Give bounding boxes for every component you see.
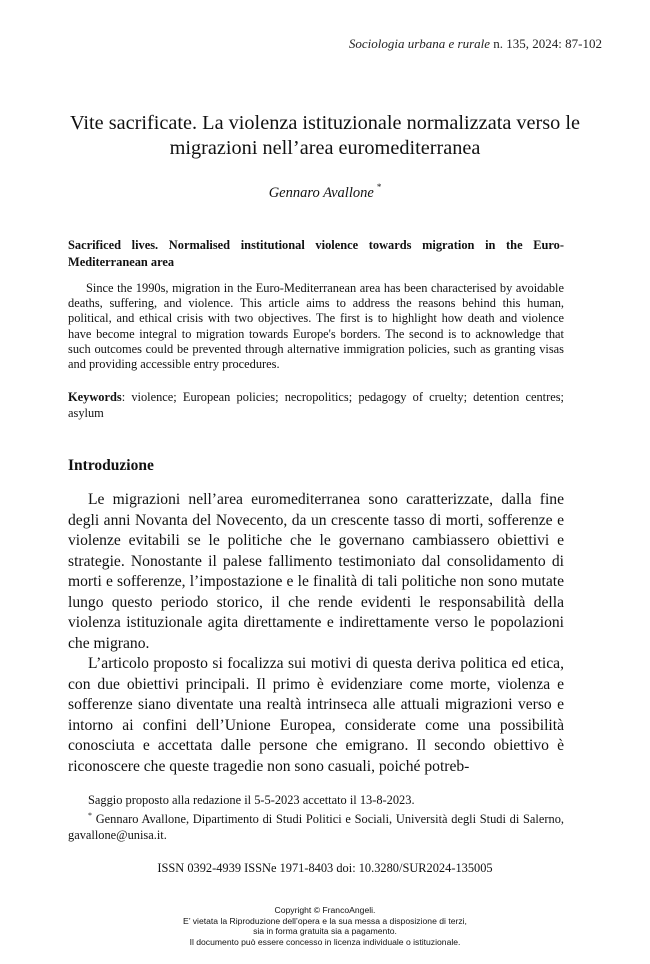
copyright-notice [0,905,650,947]
article-title: Vite sacrificate. La violenza istituzionale normalizzata verso le migrazioni nell’area euromediterranea [69,112,581,159]
author-footnote-mark[interactable]: * [376,182,382,192]
keywords-label: Keywords [68,390,122,404]
footnote-affiliation [68,808,564,843]
section-heading: Introduzione [68,457,154,474]
author-name: Gennaro Avallone [268,185,374,201]
body-paragraph: L’articolo proposto si focalizza sui motivi di questa deriva politica ed etica, con due obiettivi principali. Il primo è evidenziare come morte, violenza e sofferenze siano diventate una realtà intrinseca alle attuali migrazioni verso e intorno ai confini dell’Unione Europea, considerate come una possibilità conosciuta e accettata dalle persone che emigrano. Il secondo obiettivo è riconoscere che queste tragedie non sono casuali, poiché potreb- [68,655,564,775]
footnote-submission: Saggio proposto alla redazione il 5-5-2023 accettato il 13-8-2023. [88,793,415,807]
body-text [68,490,564,777]
author-line [0,182,650,202]
running-head [349,36,602,52]
copyright-line: Copyright © FrancoAngeli. [274,905,376,915]
copyright-line: Il documento può essere concesso in licenza individuale o istituzionale. [189,936,461,947]
keywords [68,390,564,421]
body-paragraph: Le migrazioni nell’area euromediterranea sono caratterizzate, dalla fine degli anni Novanta del Novecento, da un crescente tasso di morti, sofferenze e violenze evitabili se le politiche che le governano cambiassero obiettivi e strategie. Nonostante il palese fallimento testimoniato dal consolidamento di morti e sofferenze, l’impostazione e le finalità di tali politiche non sono mutate lungo questo periodo storico, il che rende evidenti le responsabilità della violenza istituzionale agita direttamente e indirettamente verso le popolazioni che migrano. [68,491,564,652]
footnotes [68,792,564,844]
footnote-affiliation-text: Gennaro Avallone, Dipartimento di Studi Politici e Sociali, Università degli Studi di Salerno, gavallone@unisa.it. [68,812,564,843]
journal-name: Sociologia urbana e rurale [348,36,491,51]
footnote-mark: * [88,811,92,821]
keywords-list: : violence; European policies; necropolitics; pedagogy of cruelty; detention centres; asylum [68,390,564,420]
abstract: Since the 1990s, migration in the Euro-Mediterranean area has been characterised by avoidable deaths, suffering, and violence. This article aims to address the reasons behind this human, political, and ethical crisis with two objectives. The first is to highlight how death and violence have become integral to migration towards Europe's borders. The second is to acknowledge that such outcomes could be prevented through alternative immigration policies, such as granting visas and providing accessible entry procedures. [68,281,564,372]
issue-info: n. 135, 2024: 87-102 [490,36,602,51]
copyright-line: sia in forma gratuita sia a pagamento. [253,926,397,937]
english-title: Sacrificed lives. Normalised institutional violence towards migration in the Euro-Mediterranean area [68,238,564,269]
copyright-line: E’ vietata la Riproduzione dell’opera e la sua messa a disposizione di terzi, [183,915,467,926]
issn-doi-line: ISSN 0392-4939 ISSNe 1971-8403 doi: 10.3280/SUR2024-135005 [157,861,493,875]
